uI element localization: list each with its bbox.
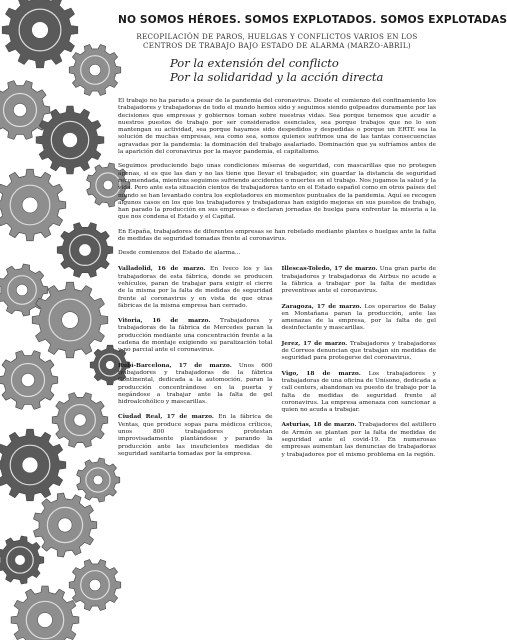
incident-entry xyxy=(282,370,437,415)
flyer-body xyxy=(118,14,507,630)
gear-icon xyxy=(34,493,97,557)
incident-place: Jerez, 17 de marzo. xyxy=(281,339,348,347)
incident-text: Trabajadores del astillero de Armón se plantan por la falta de medidas de seguridad ante el covid-19. En numerosas empresas aumentan las denuncias de trabajadoras y trabajadores por el mismo problema en la región. xyxy=(281,422,437,458)
gear-icon xyxy=(57,223,113,278)
incident-entry xyxy=(118,362,273,407)
incident-text: Trabajadores y trabajadoras de Correos denuncian que trabajan sin medidas de seguridad para protegerse del coronavirus. xyxy=(281,340,437,362)
headline: NO SOMOS HÉROES. SOMOS EXPLOTADOS. SOMOS EXPLOTADAS xyxy=(118,14,507,26)
incident-text: Unos 600 trabajadores y trabajadoras de la fábrica Continental, dedicada a la automoción, paran la producción concentrándose en la puerta y negándose a trabajar ante la falta de gel hidroalcohólico y mascarillas. xyxy=(118,362,273,406)
gear-icon xyxy=(0,169,66,241)
gear-icon xyxy=(0,351,58,410)
incident-place: Vigo, 18 de marzo. xyxy=(281,369,361,377)
gear-icon xyxy=(69,560,121,611)
subheadline: RECOPILACIÓN DE PAROS, HUELGAS Y CONFLICTOS VARIOS EN LOS CENTROS DE TRABAJO BAJO ESTADO DE ALARMA (MARZO-ABRIL) xyxy=(136,32,418,50)
incident-place: Rubí-Barcelona, 17 de marzo. xyxy=(118,361,232,369)
incident-column-right xyxy=(282,265,437,466)
incident-place: Vitoria, 16 de marzo. xyxy=(118,317,211,325)
incident-entry xyxy=(282,421,437,458)
gear-icon xyxy=(11,586,79,640)
incident-entry xyxy=(282,303,437,333)
incident-text: Una gran parte de trabajadores y trabajadoras de Airbus no acude a la fábrica a trabajar por la falta de medidas preventivas ante el coronavirus. xyxy=(281,266,436,295)
slogan xyxy=(170,56,436,84)
gear-icon xyxy=(0,429,66,501)
slogan-line-2: Por la solidaridad y la acción directa xyxy=(170,70,384,84)
gears-illustration xyxy=(0,0,128,640)
incident-place: Valladolid, 16 de marzo. xyxy=(118,265,206,273)
incident-columns xyxy=(118,265,436,466)
slogan-line-1: Por la extensión del conflicto xyxy=(170,56,339,70)
incident-text: Los operarios de Balay en Montañana paran la producción, ante las amenazas de la empresa, por la falta de gel desinfectante y mascarillas. xyxy=(281,303,437,332)
gear-icon xyxy=(77,458,120,502)
incident-column-left xyxy=(118,265,273,466)
paragraph-intro: El trabajo no ha parado a pesar de la pandemia del coronavirus. Desde el comienzo del confinamiento los trabajadores y trabajadoras de todo el mundo hemos sido y seguimos siendo golpeados duramente por las decisiones que empresas y gobiernos toman sobre nuestras vidas. Sea porque tenemos que acudir a nuestros puestos de trabajo por ser considerados esenciales, sea porque trabajos que no lo son mantengan su actividad, sea porque hayamos sido despedidos y despedidas o porque un ERTE sea la solución de muchas empresas, sea como sea, somos quienes sufrimos una de las tantas consecuencias agravadas por la pandemia: la dominación del trabajo asalariado. Dominación que ya sufríamos antes de la aparición del coronavirus por la mayor pandemia, el capitalismo. xyxy=(118,98,436,156)
gear-icon xyxy=(0,81,50,140)
incident-text: En la fábrica de Ventas, que produce sopas para médicos críticos, unos 800 trabajadores protestan improvisadamente plantándose y parando la producción ante las insuficientes medidas de seguridad sanitaria tomadas por la empresa. xyxy=(118,414,273,457)
incident-entry xyxy=(282,340,437,363)
incident-text: Los trabajadores y trabajadoras de una oficina de Unísono, dedicada a call centers, abandonan su puesto de trabajo por la falta de medidas de seguridad frente al coronavirus. La empresa amenaza con sancionar a quien no acuda a trabajar. xyxy=(281,370,436,414)
incident-entry xyxy=(118,317,273,354)
incident-text: Trabajadores y trabajadoras de la fábrica de Mercedes paran la producción mediante una concentración frente a la cadena de montaje exigiendo su paralización total y no parcial ante el coronavirus. xyxy=(118,318,273,354)
incident-entry xyxy=(118,265,273,310)
incident-place: Ciudad Real, 17 de marzo. xyxy=(118,413,214,421)
incident-entry xyxy=(282,265,437,295)
paragraph-spain: En España, trabajadores de diferentes empresas se han rebelado mediante plantes o huelgas ante la falta de medidas de seguridad tomadas frente al coronavirus. xyxy=(118,228,436,243)
incident-place: Zaragoza, 17 de marzo. xyxy=(281,302,362,310)
incident-entry xyxy=(118,413,273,458)
gear-icon xyxy=(0,536,44,584)
incident-place: Illescas-Toledo, 17 de marzo. xyxy=(281,265,378,273)
list-intro: Desde comienzos del Estado de alarma... xyxy=(118,250,241,257)
gear-icon xyxy=(36,106,104,174)
gear-border-decoration xyxy=(0,0,128,640)
gear-icon xyxy=(52,393,108,448)
paragraph-conditions: Seguimos produciendo bajo unas condiciones míseras de seguridad, con mascarillas que no protegen apenas, si es que las dan y no las tiene que llevar el trabajador, sin guardar la distancia de seguridad recomendada, mientras seguimos sufriendo accidentes o muertes en el trabajo. Nos jugamos la salud y la vida. Pero ante esta situación cientos de trabajadores tanto en el Estado español como en otros países del mundo se han levantado contra los explotadores en momentos puntuales de la pandemia. Aquí se recogen algunos casos en los que los trabajadores y trabajadoras han exigido mejoras en sus puestos de trabajo, han parado la producción en sus empresas o declaran jornadas de huelga para enfrentar la miseria a la que nos condena el Estado y el Capital. xyxy=(118,163,436,221)
gear-icon xyxy=(2,0,78,68)
incident-text: En Iveco los y las trabajadoras de esta fábrica, donde se producen vehículos, paran de trabajar para exigir el cierre de la misma por la falta de medidas de seguridad frente al coronavirus y en vista de que otras fábricas de la misma empresa han cerrado. xyxy=(118,266,273,309)
incident-place: Asturias, 18 de marzo. xyxy=(281,421,357,429)
gear-icon xyxy=(69,45,121,96)
